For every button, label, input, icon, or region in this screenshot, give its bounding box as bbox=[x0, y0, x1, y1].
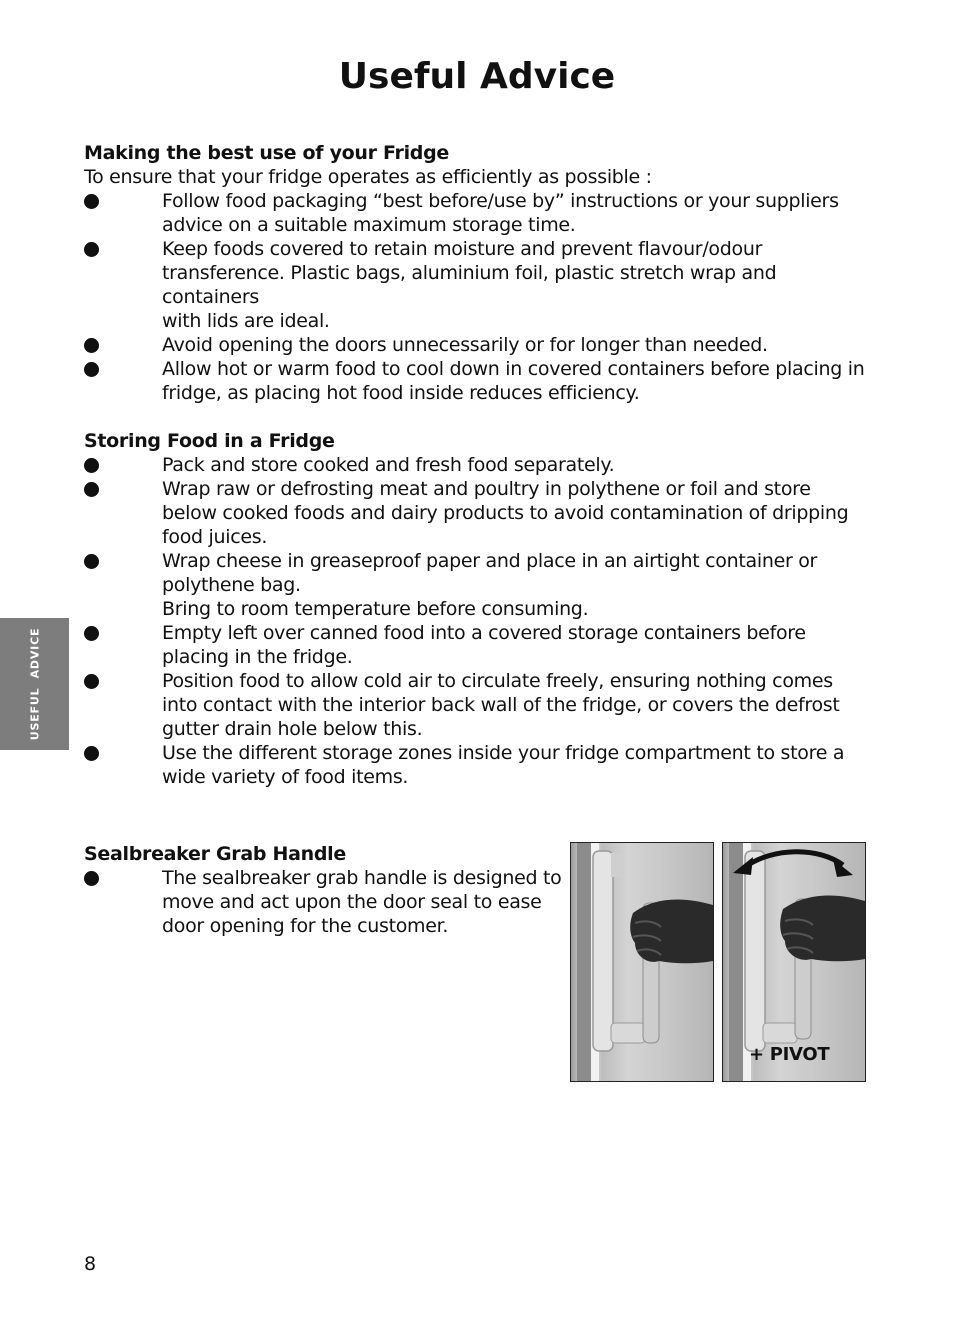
list-item-line: Use the different storage zones inside your fridge compartment to store a bbox=[162, 742, 845, 764]
list-item-line: food juices. bbox=[162, 526, 268, 548]
section-heading: Sealbreaker Grab Handle bbox=[84, 843, 346, 865]
list-item-line: wide variety of food items. bbox=[162, 766, 409, 788]
list-item-line: below cooked foods and dairy products to avoid contamination of dripping bbox=[162, 502, 849, 524]
list-item-line: Bring to room temperature before consuming. bbox=[162, 598, 589, 620]
section-best-use bbox=[84, 141, 874, 405]
list-item bbox=[84, 741, 874, 789]
list-item-line: The sealbreaker grab handle is designed to bbox=[162, 867, 562, 889]
list-item-line: into contact with the interior back wall of the fridge, or covers the defrost bbox=[162, 694, 840, 716]
list-item-line: Pack and store cooked and fresh food separately. bbox=[162, 454, 615, 476]
list-item-line: Empty left over canned food into a covered storage containers before bbox=[162, 622, 806, 644]
bullet-icon bbox=[84, 674, 99, 689]
list-item-line: Wrap raw or defrosting meat and poultry in polythene or foil and store bbox=[162, 478, 811, 500]
list-item-line: move and act upon the door seal to ease bbox=[162, 891, 542, 913]
list-item-line: gutter drain hole below this. bbox=[162, 718, 423, 740]
section-heading: Making the best use of your Fridge bbox=[84, 142, 449, 164]
handle-photo-pivot bbox=[722, 842, 866, 1082]
bullet-icon bbox=[84, 338, 99, 353]
bullet-list bbox=[84, 189, 874, 405]
list-item bbox=[84, 621, 874, 669]
bullet-icon bbox=[84, 626, 99, 641]
list-item-line: door opening for the customer. bbox=[162, 915, 449, 937]
list-item-line: Avoid opening the doors unnecessarily or for longer than needed. bbox=[162, 334, 768, 356]
list-item-line: Position food to allow cold air to circulate freely, ensuring nothing comes bbox=[162, 670, 833, 692]
bullet-icon bbox=[84, 746, 99, 761]
page-number: 8 bbox=[84, 1253, 97, 1275]
handle-photo-grip bbox=[570, 842, 714, 1082]
section-storing-food bbox=[84, 429, 874, 789]
side-tab bbox=[0, 618, 69, 750]
list-item-line: Wrap cheese in greaseproof paper and place in an airtight container or bbox=[162, 550, 818, 572]
bullet-icon bbox=[84, 194, 99, 209]
section-sealbreaker bbox=[84, 842, 564, 938]
list-item bbox=[84, 453, 874, 477]
bullet-icon bbox=[84, 871, 99, 886]
list-item bbox=[84, 237, 874, 333]
bullet-icon bbox=[84, 554, 99, 569]
list-item bbox=[84, 549, 874, 621]
list-item-line: Follow food packaging “best before/use by” instructions or your suppliers bbox=[162, 190, 839, 212]
list-item-line: transference. Plastic bags, aluminium foil, plastic stretch wrap and containers bbox=[162, 262, 777, 308]
list-item-line: fridge, as placing hot food inside reduces efficiency. bbox=[162, 382, 640, 404]
list-item bbox=[84, 669, 874, 741]
handle-grip-illustration bbox=[571, 843, 713, 1081]
list-item bbox=[84, 333, 874, 357]
section-heading: Storing Food in a Fridge bbox=[84, 430, 335, 452]
list-item-line: Keep foods covered to retain moisture and prevent flavour/odour bbox=[162, 238, 763, 260]
list-item bbox=[84, 357, 874, 405]
bullet-list bbox=[84, 453, 874, 789]
list-item-line: advice on a suitable maximum storage time. bbox=[162, 214, 576, 236]
list-item bbox=[84, 477, 874, 549]
pivot-label: + PIVOT bbox=[749, 1044, 830, 1065]
list-item-line: placing in the fridge. bbox=[162, 646, 353, 668]
side-tab-label: USEFUL ADVICE bbox=[28, 627, 41, 741]
bullet-icon bbox=[84, 242, 99, 257]
list-item-line: Allow hot or warm food to cool down in covered containers before placing in bbox=[162, 358, 865, 380]
section-intro: To ensure that your fridge operates as efficiently as possible : bbox=[84, 166, 652, 188]
list-item bbox=[84, 189, 874, 237]
page-title: Useful Advice bbox=[338, 56, 616, 97]
list-item-line: polythene bag. bbox=[162, 574, 301, 596]
bullet-icon bbox=[84, 482, 99, 497]
list-item bbox=[84, 866, 564, 938]
bullet-icon bbox=[84, 458, 99, 473]
list-item-line: with lids are ideal. bbox=[162, 310, 330, 332]
bullet-list bbox=[84, 866, 564, 938]
bullet-icon bbox=[84, 362, 99, 377]
